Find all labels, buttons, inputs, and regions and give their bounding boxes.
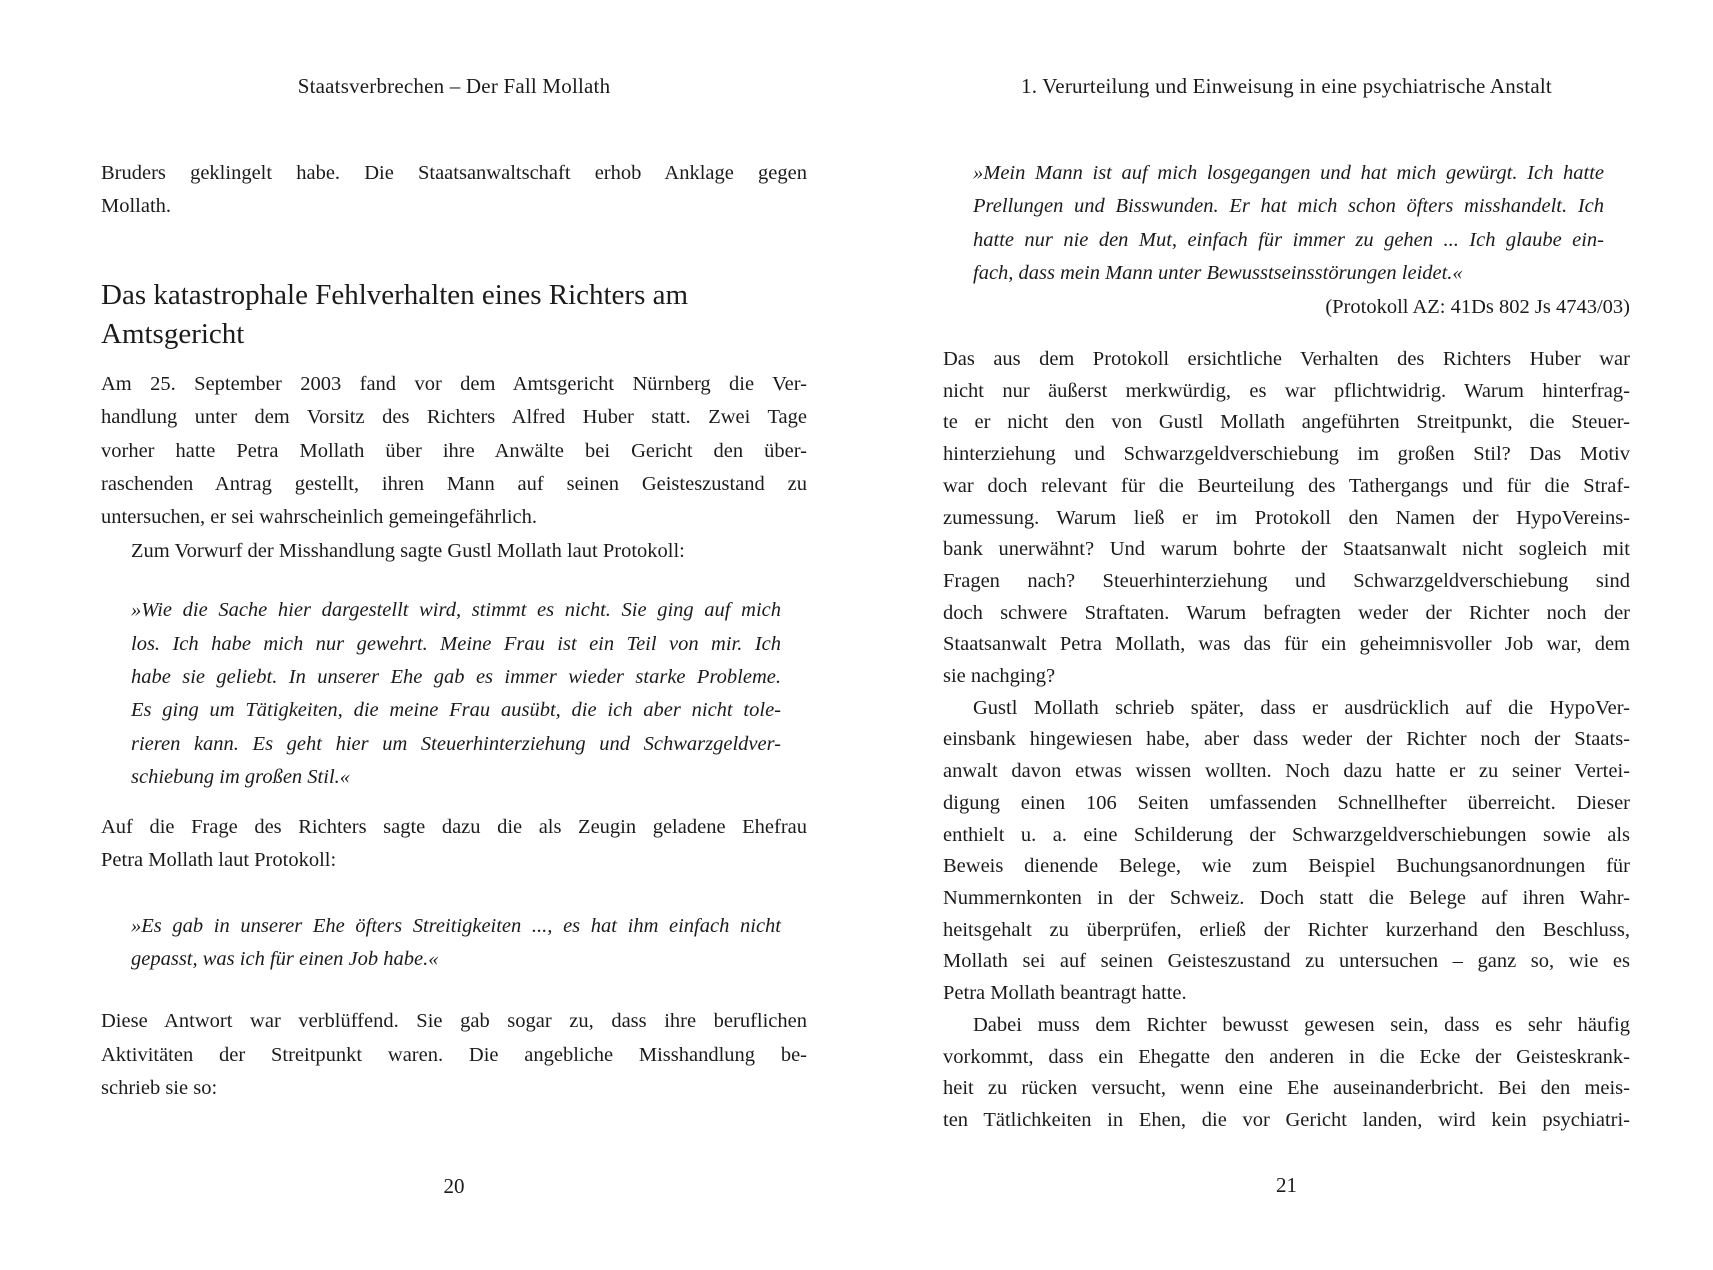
text-line: ten Tätlichkeiten in Ehen, die vor Gericht landen, wird kein psychiatri- (943, 1108, 1630, 1131)
text-line: rieren kann. Es geht hier um Steuerhinterziehung und Schwarzgeldver- (131, 732, 781, 755)
block-para (943, 344, 1630, 693)
text-line: Fragen nach? Steuerhinterziehung und Schwarzgeldverschiebung sind (943, 569, 1630, 592)
text-line: Mollath. (101, 195, 172, 218)
text-line: Prellungen und Bisswunden. Er hat mich schon öfters misshandelt. Ich (973, 195, 1604, 218)
text-line: te er nicht den von Gustl Mollath angeführten Streitpunkt, die Steuer- (943, 411, 1630, 434)
text-line: Am 25. September 2003 fand vor dem Amtsgericht Nürnberg die Ver- (101, 372, 807, 395)
text-line: Nummernkonten in der Schweiz. Doch statt die Belege auf ihren Wahr- (943, 886, 1630, 909)
text-line: bank unerwähnt? Und warum bohrte der Staatsanwalt nicht sogleich mit (943, 538, 1630, 561)
text-line: digung einen 106 Seiten umfassenden Schnellhefter überreicht. Dieser (943, 791, 1630, 814)
page-number-right: 21 (1276, 1172, 1297, 1197)
text-line: heitsgehalt zu überprüfen, erließ der Richter kurzerhand den Beschluss, (943, 918, 1630, 941)
text-line: Petra Mollath laut Protokoll: (101, 849, 337, 872)
text-line: gepasst, was ich für einen Job habe.« (131, 947, 439, 970)
text-line: »Mein Mann ist auf mich losgegangen und hat mich gewürgt. Ich hatte (973, 162, 1604, 184)
page-text-left (101, 157, 807, 1106)
text-line: hinterziehung und Schwarzgeldverschiebung im großen Stil? Das Motiv (943, 443, 1630, 466)
text-line: anwalt davon etwas wissen wollten. Noch dazu hatte er zu seiner Vertei- (943, 760, 1630, 783)
text-line: enthielt u. a. eine Schilderung der Schwarzgeldverschiebungen sowie als (943, 823, 1630, 846)
block-heading (101, 276, 807, 354)
book-page-left (101, 0, 807, 1270)
text-line: Gustl Mollath schrieb später, dass er ausdrücklich auf die HypoVer- (973, 696, 1630, 719)
text-line: Aktivitäten der Streitpunkt waren. Die angebliche Misshandlung be- (101, 1043, 807, 1066)
text-line: vorkommt, dass ein Ehegatte den anderen in die Ecke der Geisteskrank- (943, 1045, 1630, 1068)
block-para (943, 693, 1630, 1010)
block-quote (943, 157, 1630, 291)
block-para (943, 1010, 1630, 1137)
text-line: Dabei muss dem Richter bewusst gewesen sein, dass es sehr häufig (973, 1013, 1630, 1036)
text-line: einsbank hingewiesen habe, aber dass weder der Richter noch der Staats- (943, 728, 1630, 751)
text-line: habe sie geliebt. In unserer Ehe gab es immer wieder starke Probleme. (131, 666, 781, 689)
text-line: war doch relevant für die Beurteilung des Tathergangs und für die Straf- (943, 474, 1630, 497)
text-line: Das aus dem Protokoll ersichtliche Verhalten des Richters Huber war (943, 348, 1630, 371)
running-head-left: Staatsverbrechen – Der Fall Mollath (297, 74, 611, 98)
text-line: handlung unter dem Vorsitz des Richters Alfred Huber statt. Zwei Tage (101, 406, 807, 429)
text-line: doch schwere Straftaten. Warum befragten weder der Richter noch der (943, 601, 1630, 624)
block-quote (101, 910, 807, 977)
text-line: Staatsanwalt Petra Mollath, was das für ein geheimnisvoller Job war, dem (943, 633, 1630, 656)
text-line: hatte nur nie den Mut, einfach für immer zu gehen ... Ich glaube ein- (973, 228, 1604, 251)
text-line: Das katastrophale Fehlverhalten eines Richters am (101, 278, 689, 311)
book-page-right (943, 0, 1630, 1270)
text-line: »Es gab in unserer Ehe öfters Streitigkeiten ..., es hat ihm einfach nicht (131, 914, 781, 937)
text-line: nicht nur äußerst merkwürdig, es war pflichtwidrig. Warum hinterfrag- (943, 379, 1630, 402)
block-para (101, 811, 807, 878)
text-line: Zum Vorwurf der Misshandlung sagte Gustl Mollath laut Protokoll: (131, 539, 685, 562)
block-quote (101, 594, 807, 794)
text-line: Diese Antwort war verblüffend. Sie gab sogar zu, dass ihre beruflichen (101, 1010, 807, 1033)
text-line: schiebung im großen Stil.« (131, 766, 351, 789)
block-para (101, 535, 807, 568)
running-head-right: 1. Verurteilung und Einweisung in eine psychiatrische Anstalt (1021, 74, 1552, 98)
text-line: Auf die Frage des Richters sagte dazu die als Zeugin geladene Ehefrau (101, 815, 807, 838)
text-line: vorher hatte Petra Mollath über ihre Anwälte bei Gericht den über- (101, 439, 807, 462)
text-line: Amtsgericht (101, 317, 245, 350)
block-para (101, 368, 807, 535)
text-line: »Wie die Sache hier dargestellt wird, stimmt es nicht. Sie ging auf mich (131, 599, 781, 622)
text-line: sie nachging? (943, 665, 1056, 688)
text-line: schrieb sie so: (101, 1077, 218, 1100)
text-line: Beweis dienende Belege, wie zum Beispiel Buchungsanordnungen für (943, 855, 1630, 878)
text-line: los. Ich habe mich nur gewehrt. Meine Frau ist ein Teil von mir. Ich (131, 632, 781, 655)
text-line: Mollath sei auf seinen Geisteszustand zu untersuchen – ganz so, wie es (943, 950, 1630, 973)
text-line: raschenden Antrag gestellt, ihren Mann auf seinen Geisteszustand zu (101, 473, 807, 496)
block-para (101, 1005, 807, 1105)
text-line: fach, dass mein Mann unter Bewusstseinsstörungen leidet.« (973, 262, 1463, 285)
text-line: Es ging um Tätigkeiten, die meine Frau ausübt, die ich aber nicht tole- (131, 699, 781, 722)
text-line: zumessung. Warum ließ er im Protokoll den Namen der HypoVereins- (943, 506, 1630, 529)
text-line: (Protokoll AZ: 41Ds 802 Js 4743/03) (1325, 295, 1630, 318)
block-attribution (943, 291, 1630, 324)
text-line: heit zu rücken versucht, wenn eine Ehe auseinanderbricht. Bei den meis- (943, 1077, 1630, 1100)
text-line: Petra Mollath beantragt hatte. (943, 982, 1187, 1005)
block-para (101, 157, 807, 224)
page-number-left: 20 (443, 1173, 465, 1198)
text-line: Bruders geklingelt habe. Die Staatsanwaltschaft erhob Anklage gegen (101, 162, 807, 184)
text-line: untersuchen, er sei wahrscheinlich gemeingefährlich. (101, 506, 538, 529)
page-text-right (943, 157, 1630, 1137)
